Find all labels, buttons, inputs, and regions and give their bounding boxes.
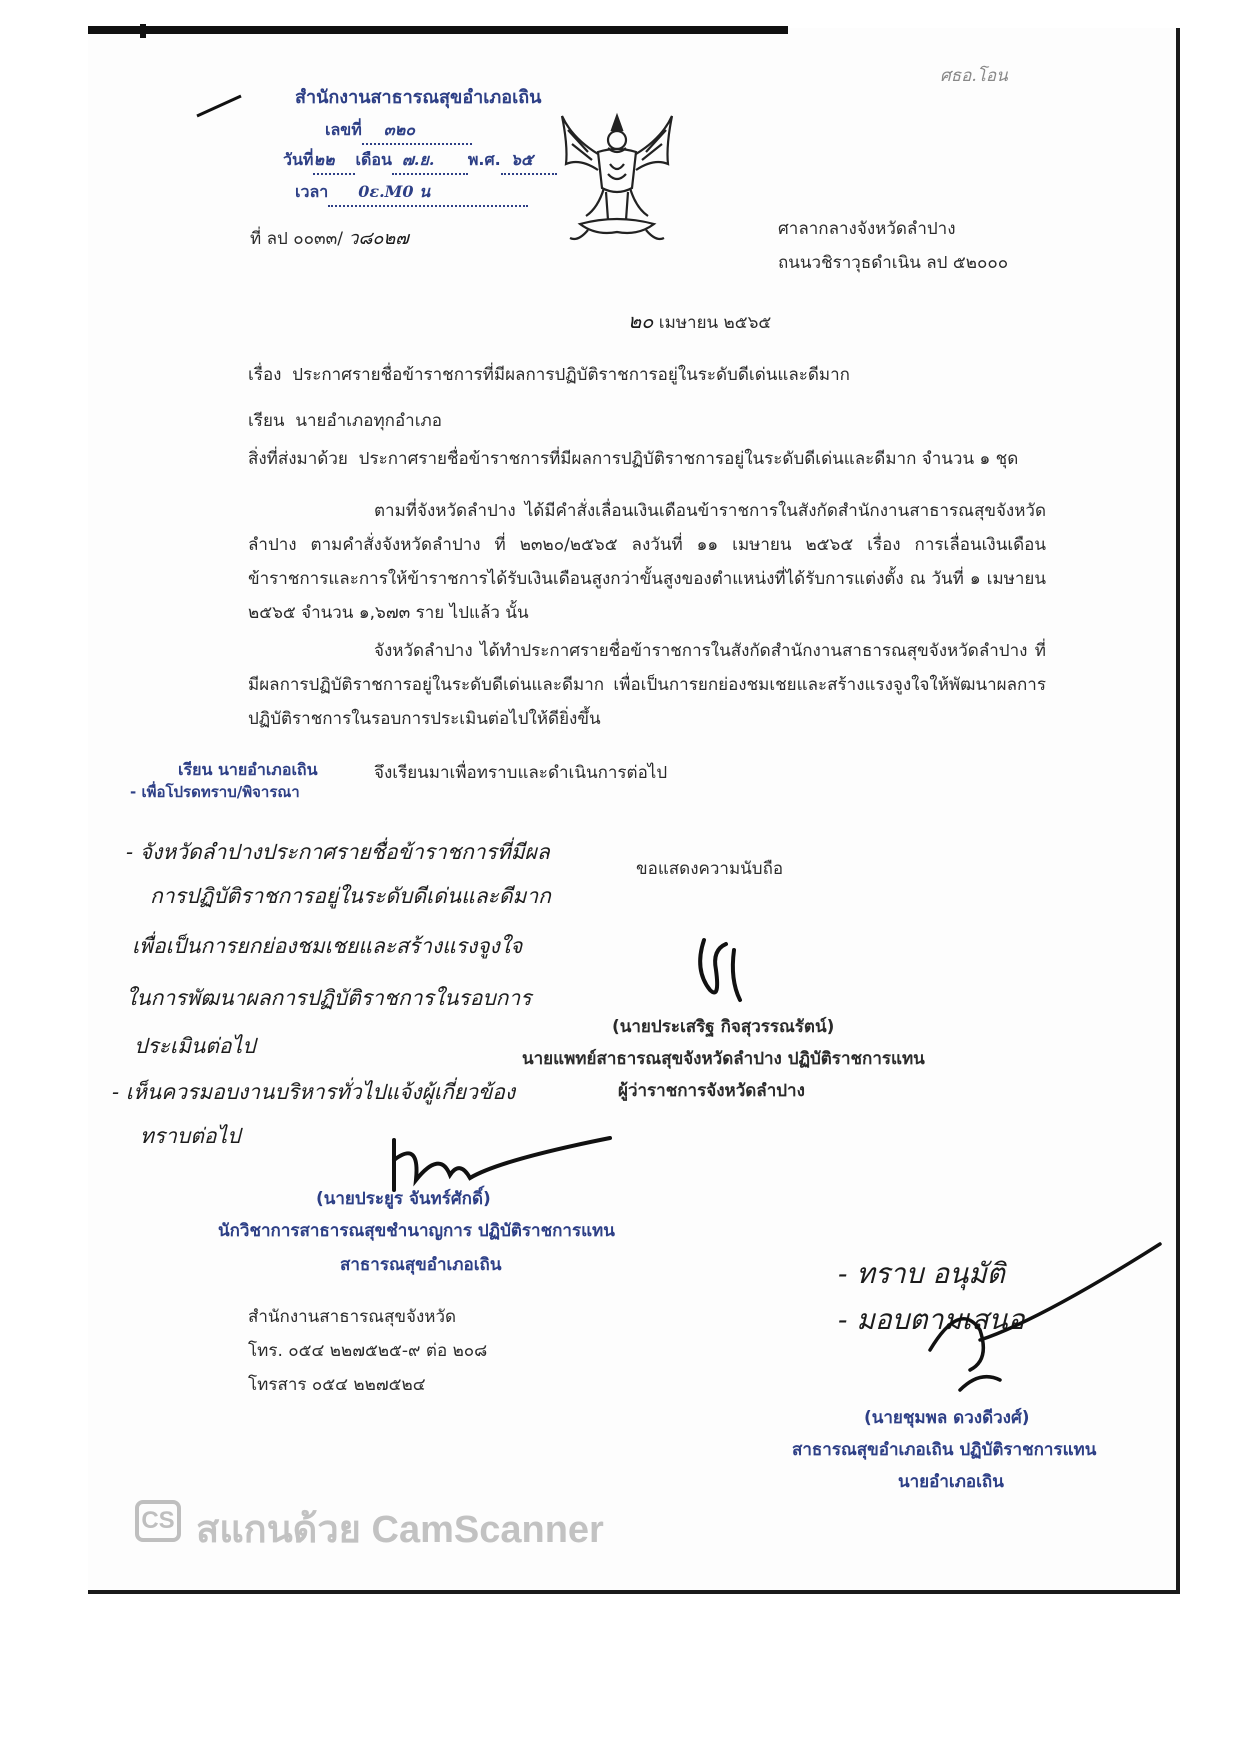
enclosure-line: [248, 442, 1018, 476]
receipt-month-value: ๗.ย.: [401, 150, 435, 169]
letter-date: [628, 304, 771, 340]
camscanner-logo-icon: CS: [135, 1500, 181, 1542]
corner-note: ศธอ.โอน: [940, 66, 1008, 86]
memo-stamp-action: - เพื่อโปรดทราบ/พิจารณา: [130, 783, 300, 801]
subject-label: เรื่อง: [248, 365, 282, 385]
subject-text: ประกาศรายชื่อข้าราชการที่มีผลการปฏิบัติราชการอยู่ในระดับดีเด่นและดีมาก: [292, 365, 850, 385]
approval-hand-line-2: - มอบตามเสนอ: [838, 1303, 1025, 1336]
second-signer-title-1: นักวิชาการสาธารณสุขชำนาญการ ปฏิบัติราชการแทน: [218, 1221, 615, 1241]
subject-line: [248, 358, 850, 392]
contact-phone: โทร. ๐๕๔ ๒๒๗๕๒๕-๙ ต่อ ๒๐๘: [248, 1341, 488, 1361]
body-paragraph-2: จังหวัดลำปาง ได้ทำประกาศรายชื่อข้าราชการในสังกัดสำนักงานสาธารณสุขจังหวัดลำปาง ที่มีผลการปฏิบัติราชการอยู่ในระดับดีเด่นและดีมาก เพื่อเป็นการยกย่องชมเชยและสร้างแรงจูงใจให้พัฒนาผลการปฏิบัติราชการในรอบการประเมินต่อไปให้ดียิ่งขึ้น: [248, 641, 1046, 729]
memo-hand-line-6: - เห็นควรมอบงานบริหารทั่วไปแจ้งผู้เกี่ยวข้อง: [112, 1080, 516, 1104]
memo-hand-line-4: ในการพัฒนาผลการปฏิบัติราชการในรอบการ: [126, 986, 532, 1010]
garuda-emblem-icon: [558, 108, 676, 248]
signature-prasert: [690, 930, 760, 1010]
receipt-number-label: เลขที่: [325, 120, 362, 139]
doc-ref-prefix: ที่ ลป ๐๐๓๓/: [250, 229, 343, 249]
addressee-label: เรียน: [248, 411, 285, 431]
doc-ref-number: ว๘๐๒๗: [348, 228, 409, 249]
letter-date-day: ๒๐: [628, 309, 654, 333]
approver-name: (นายชุมพล ดวงดีวงศ์): [864, 1408, 1030, 1428]
approval-hand-line-1: - ทราบ อนุมัติ: [838, 1257, 1005, 1290]
body-paragraph-1: ตามที่จังหวัดลำปาง ได้มีคำสั่งเลื่อนเงินเดือนข้าราชการในสังกัดสำนักงานสาธารณสุขจังหวัดลำปาง ตามคำสั่งจังหวัดลำปาง ที่ ๒๓๒๐/๒๕๖๕ ลงวันที่ ๑๑ เมษายน ๒๕๖๕ เรื่อง การเลื่อนเงินเดือนข้าราชการและการให้ข้าราชการได้รับเงินเดือนสูงกว่าขั้นสูงของตำแหน่งที่ได้รับการแต่งตั้ง ณ วันที่ ๑ เมษายน ๒๕๖๕ จำนวน ๑,๖๗๓ ราย ไปแล้ว นั้น: [248, 501, 1046, 623]
receipt-stamp-office: สำนักงานสาธารณสุขอำเภอเถิน: [295, 87, 542, 108]
camscanner-watermark: สแกนด้วย CamScanner: [196, 1509, 604, 1551]
addressee-line: [248, 404, 442, 438]
signer-title-2: ผู้ว่าราชการจังหวัดลำปาง: [618, 1081, 805, 1101]
receipt-number-row: [325, 118, 472, 145]
receipt-number-value: ๓๒๐: [383, 120, 416, 139]
sender-address-line1: ศาลากลางจังหวัดลำปาง: [778, 219, 956, 239]
closing-regards: ขอแสดงความนับถือ: [636, 859, 784, 879]
receipt-day-label: วันที่: [283, 150, 314, 169]
receipt-time-label: เวลา: [295, 182, 329, 201]
receipt-day-value: ๒๒: [313, 150, 335, 169]
receipt-date-row: [283, 148, 557, 175]
enclosure-label: สิ่งที่ส่งมาด้วย: [248, 449, 348, 469]
doc-reference: [250, 222, 409, 256]
signer-name: (นายประเสริฐ กิจสุวรรณรัตน์): [612, 1017, 835, 1037]
approver-title-2: นายอำเภอเถิน: [898, 1472, 1004, 1492]
sender-address-line2: ถนนวชิราวุธดำเนิน ลป ๕๒๐๐๐: [778, 253, 1009, 273]
signer-title-1: นายแพทย์สาธารณสุขจังหวัดลำปาง ปฏิบัติราชการแทน: [522, 1049, 925, 1069]
receipt-time-value: 0ε.M0 น: [358, 182, 431, 201]
scan-edge: [88, 26, 788, 34]
receipt-time-row: [295, 180, 528, 207]
memo-hand-line-7: ทราบต่อไป: [140, 1124, 241, 1148]
contact-office: สำนักงานสาธารณสุขจังหวัด: [248, 1307, 457, 1327]
memo-hand-line-5: ประเมินต่อไป: [134, 1034, 256, 1058]
memo-hand-line-3: เพื่อเป็นการยกย่องชมเชยและสร้างแรงจูงใจ: [132, 934, 523, 958]
memo-hand-line-1: - จังหวัดลำปางประกาศรายชื่อข้าราชการที่มีผล: [126, 840, 550, 864]
scan-edge-mark: [140, 24, 146, 38]
signature-chumphon: [920, 1240, 1170, 1410]
enclosure-text: ประกาศรายชื่อข้าราชการที่มีผลการปฏิบัติราชการอยู่ในระดับดีเด่นและดีมาก จำนวน ๑ ชุด: [358, 449, 1019, 469]
memo-stamp-to: เรียน นายอำเภอเถิน: [178, 760, 318, 779]
receipt-year-label: พ.ศ.: [467, 150, 501, 169]
second-signer-title-2: สาธารณสุขอำเภอเถิน: [340, 1255, 502, 1275]
addressee-text: นายอำเภอทุกอำเภอ: [295, 411, 442, 431]
body-paragraph-3: จึงเรียนมาเพื่อทราบและดำเนินการต่อไป: [374, 763, 668, 783]
slash-mark: [195, 92, 245, 120]
receipt-year-value: ๖๕: [510, 150, 533, 169]
receipt-month-label: เดือน: [355, 150, 392, 169]
second-signer-name: (นายประยูร จันทร์ศักดิ์): [316, 1189, 491, 1209]
approver-title-1: สาธารณสุขอำเภอเถิน ปฏิบัติราชการแทน: [792, 1440, 1097, 1460]
contact-fax: โทรสาร ๐๕๔ ๒๒๗๕๒๔: [248, 1375, 426, 1395]
letter-date-rest: เมษายน ๒๕๖๕: [658, 313, 772, 333]
memo-hand-line-2: การปฏิบัติราชการอยู่ในระดับดีเด่นและดีมาก: [150, 884, 551, 908]
